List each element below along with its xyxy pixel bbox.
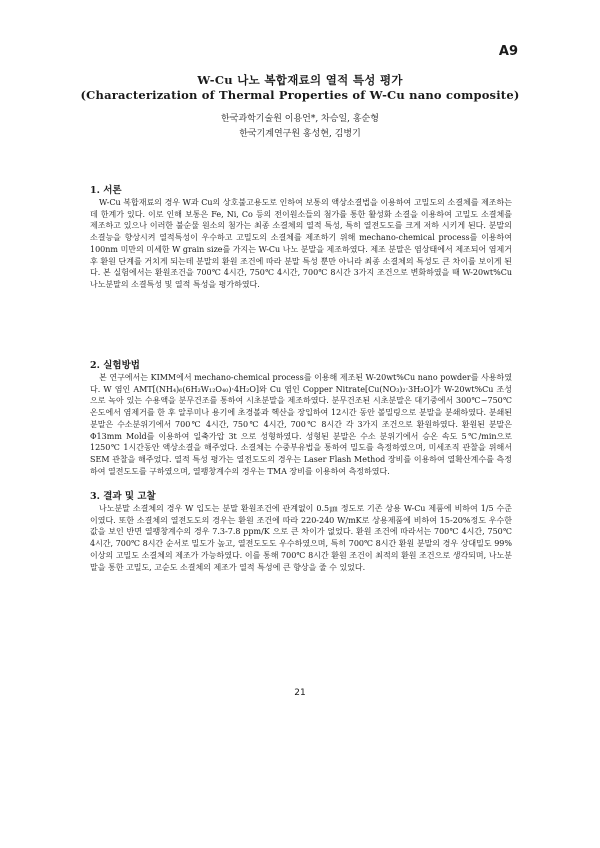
section-body: W-Cu 복합재료의 경우 W과 Cu의 상호불고용도로 인하여 보통의 액상소결법을 이용하여 고밀도의 소결체를 제조하는데 한계가 있다. 이로 인해 보통은 Fe, Ni, Co 등의 전이원소들의 첨가를 통한 활성화 소결을 이용하여 고밀도 소결체를 제조하고 있으나 이러한 불순물 원소의 첨가는 최종 소결체의 열적 특성, 특히 열전도도를 크게 저하 시키게 된다. 분말의 소결능을 향상시켜 열적특성이 우수하고 고밀도의 소결체를 제조하기 위해 mechano-chemical process를 이용하여 100nm 미만의 미세한 W grain size를 가지는 W-Cu 나노 분말을 제조하였다. 제조 분말은 염상태에서 제조되어 염제거 후 환원 단계를 거치게 되는데 분말의 환원 조건에 따라 분말 특성 뿐만 아니라 최종 소결체의 특성도 큰 차이를 보이게 된다. 본 실험에서는 환원조건을 700℃ 4시간, 750℃ 4시간, 700℃ 8시간 3가지 조건으로 변화하였을 때 W-20wt%Cu 나노분말의 소결특성 및 열적 특성을 평가하였다.	[90, 198, 512, 289]
title-english: (Characterization of Thermal Properties of W-Cu nano composite)	[80, 88, 520, 102]
title-korean: W-Cu 나노 복합재료의 열적 특성 평가	[197, 73, 403, 87]
author-block	[0, 112, 600, 142]
section-heading: 1. 서론	[90, 185, 122, 196]
author-line-kimm: 한국기계연구원 홍성현, 김병기	[239, 129, 361, 139]
page-number: 21	[294, 688, 306, 698]
author-line-kaist: 한국과학기술원 이용언*, 차승일, 홍순형	[221, 114, 379, 124]
section-body: 본 연구에서는 KIMM에서 mechano-chemical process를 이용해 제조된 W-20wt%Cu nano powder를 사용하였다. W 염인 AMT[(NH₄)₆(6H₂W₁₂O₄₀)·4H₂O]와 Cu 염인 Copper Nitrate[Cu(NO₃)₂·3H₂O]가 W-20wt%Cu 조성으로 녹아 있는 수용액을 분무건조를 통하여 시초분말을 제조하였다. 분무건조된 시초분말은 대기중에서 300℃~750℃ 온도에서 염제거를 한 후 알루미나 용기에 초경볼과 헥산을 장입하여 12시간 동안 볼밀링으로 분말을 분쇄하였다. 분쇄된 분말은 수소분위기에서 700℃ 4시간, 750℃ 4시간, 700℃ 8시간 각 3가지 조건으로 환원하였다. 환원된 분말은 Φ13mm Mold를 이용하여 일축가압 3t 으로 성형하였다. 성형된 분말은 수소 분위기에서 승온 속도 5℃/min으로 1250℃ 1시간동안 액상소결을 해주었다. 소결체는 수중부유법을 통하여 밀도를 측정하였으며, 미세조직 관찰을 위해서 SEM 관찰을 해주었다. 열적 특성 평가는 열전도도의 경우는 Laser Flash Method 장비를 이용하여 열확산계수를 측정하여 열전도도를 구하였으며, 열팽창계수의 경우는 TMA 장비를 이용하여 측정하였다.	[90, 373, 512, 476]
section-body: 나노분말 소결체의 경우 W 입도는 분말 환원조건에 관계없이 0.5㎛ 정도로 기존 상용 W-Cu 제품에 비하여 1/5 수준이였다. 또한 소결체의 열전도도의 경우는 환원 조건에 따라 220-240 W/mK로 상용제품에 비하여 15-20%정도 우수한 값을 보인 반면 열팽창계수의 경우 7.3-7.8 ppm/K 으로 큰 차이가 없었다. 환원 조건에 따라서는 700℃ 4시간, 750℃ 4시간, 700℃ 8시간 순서로 밀도가 높고, 열전도도도 우수하였으며, 특히 700℃ 8시간 환원 분말의 경우 상대밀도 99%이상의 고밀도 소결체의 제조가 가능하였다. 이를 통해 700℃ 8시간 환원 조건이 최적의 환원 조건으로 생각되며, 나노분말을 통한 고밀도, 고순도 소결체의 제조가 열적 특성에 큰 향상을 줄 수 있었다.	[90, 504, 512, 572]
section-results	[90, 488, 512, 573]
section-introduction	[90, 182, 512, 291]
section-heading: 2. 실험방법	[90, 360, 140, 371]
section-methods	[90, 357, 512, 477]
paper-code: A9	[498, 44, 518, 59]
section-heading: 3. 결과 및 고찰	[90, 491, 156, 502]
